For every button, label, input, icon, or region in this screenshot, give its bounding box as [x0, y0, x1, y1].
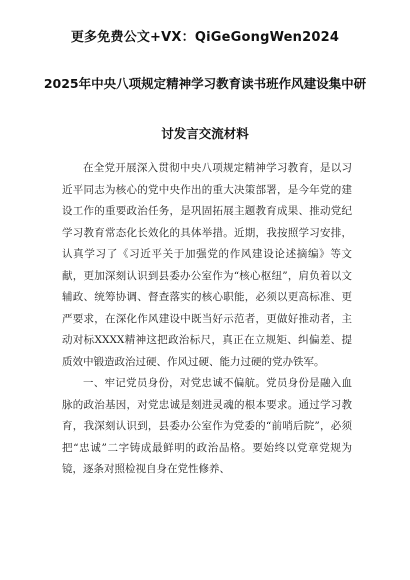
body-paragraph-1: 在全党开展深入贯彻中央八项规定精神学习教育，是以习近平同志为核心的党中央作出的重大决策部署，是今年党的建设工作的重要政治任务，是巩固拓展主题教育成果、推动党纪学习教育常态化长效化的具体举措。近期，我按照学习安排，认真学习了《习近平关于加强党的作风建设论述摘编》等文献，更加深刻认识到县委办公室作为“核心枢纽”，肩负着以文辅政、统筹协调、督查落实的核心职能，必须以更高标准、更严要求，在深化作风建设中既当好示范者，更做好推动者，主动对标XXXX精神这把政治标尺，真正在立规矩、纠偏差、提质效中锻造政治过硬、作风过硬、能力过硬的党办铁军。 [62, 162, 352, 368]
body-paragraph-2: 一、牢记党员身份，对党忠诚不偏航。党员身份是融入血脉的政治基因，对党忠诚是刻进灵魂的根本要求。通过学习教育，我深刻认识到，县委办公室作为党委的“前哨后院”，必须把“忠诚”二字铸成最鲜明的政治品格。要始终以党章党规为镜，逐条对照检视自身在党性修养、 [62, 377, 352, 475]
document-title-line-2: 讨发言交流材料 [161, 126, 249, 141]
header-note: 更多免费公文+VX：QiGeGongWen2024 [70, 30, 340, 45]
document-body [62, 158, 352, 481]
document-title-line-1: 2025年中央八项规定精神学习教育读书班作风建设集中研 [43, 76, 367, 91]
